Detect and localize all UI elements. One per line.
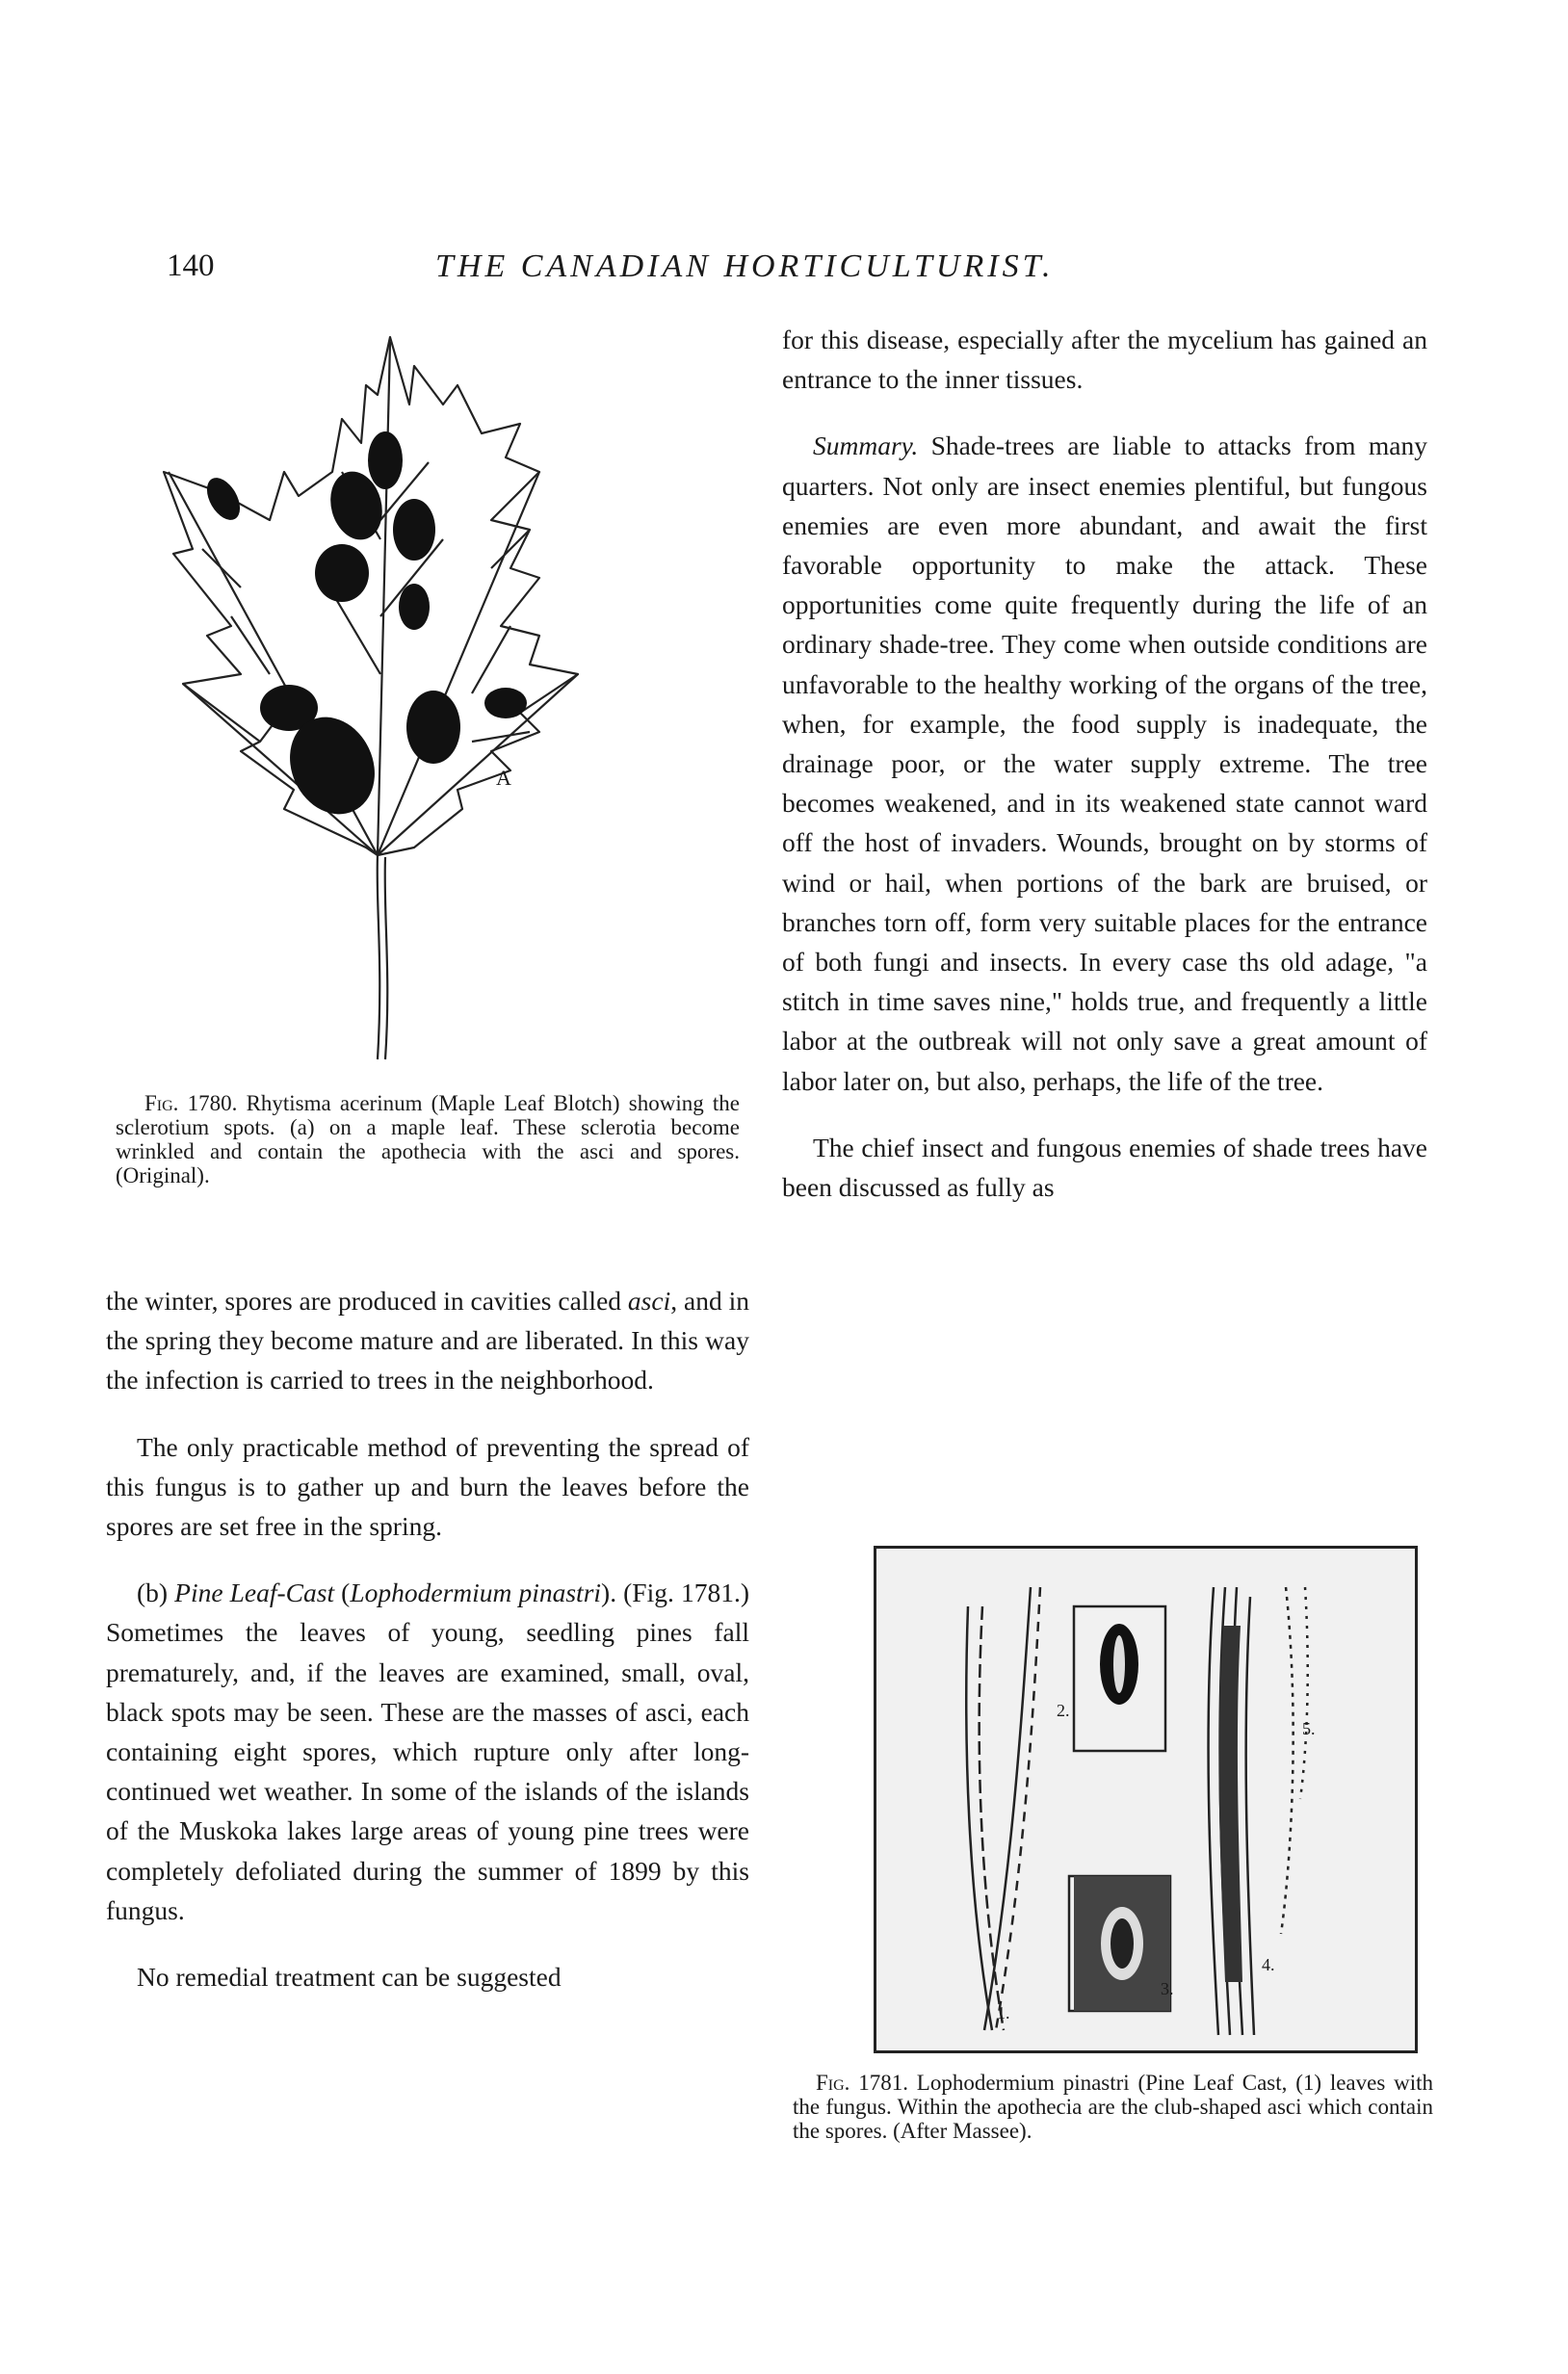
figure-1781-number: Fig. 1781. [816, 2071, 908, 2095]
left-paragraph-1: the winter, spores are produced in cavities called asci, and in the spring they become mature and are liberated. In this way the infection is carried to trees in the neighborhood. [106, 1286, 749, 1396]
figure-label-5: 5. [1302, 1719, 1316, 1738]
right-paragraph-3: The chief insect and fungous enemies of shade trees have been discussed as fully as [782, 1132, 1427, 1203]
figure-1780-caption [116, 1091, 740, 1187]
right-paragraph-1: for this disease, especially after the mycelium has gained an entrance to the inner tissues. [782, 325, 1427, 395]
left-paragraph-4: No remedial treatment can be suggested [137, 1962, 562, 1993]
figure-1781-caption-text: Lophodermium pinastri (Pine Leaf Cast, (1) leaves with the fungus. Within the apothecia are the club-shaped asci which contain the spores. (After Massee). [793, 2071, 1433, 2143]
left-column [106, 1281, 749, 1996]
pine-leaf-cast-figure [874, 1546, 1418, 2053]
right-column [782, 320, 1427, 1207]
figure-label-4: 4. [1262, 1955, 1275, 1974]
figure-1781-caption [793, 2071, 1433, 2143]
page-number: 140 [167, 248, 215, 283]
figure-label-1: 1. [997, 2003, 1010, 2022]
figure-label-a: A [496, 766, 511, 790]
left-paragraph-2: The only practicable method of preventing the spread of this fungus is to gather up and burn the leaves before the spores are set free in the spring. [106, 1431, 749, 1542]
right-paragraph-2: Summary. Shade-trees are liable to attacks from many quarters. Not only are insect enemies plentiful, but fungous enemies are even more abundant, and await the first favorable opportunity to make the attack. These opportunities come quite frequently during the life of an ordinary shade-tree. They come when outside conditions are unfavorable to the healthy working of the organs of the tree, when, for example, the food supply is inadequate, the drainage poor, or the water supply extreme. The tree becomes weakened, and in its weakened state cannot ward off the host of invaders. Wounds, brought on by storms of wind or hail, when portions of the bark are bruised, or branches torn off, form very suitable places for the entrance of both fungi and insects. In every case ths old adage, "a stitch in time saves nine," holds true, and frequently a little labor at the outbreak will not only save a great amount of labor later on, but also, perhaps, the life of the tree. [782, 430, 1427, 1096]
figure-label-2: 2. [1057, 1701, 1070, 1720]
running-title: THE CANADIAN HORTICULTURIST. [435, 248, 1055, 284]
figure-label-3: 3. [1161, 1979, 1174, 1998]
figure-1780-number: Fig. 1780. [144, 1091, 238, 1115]
left-paragraph-3: (b) Pine Leaf-Cast (Lophodermium pinastri). (Fig. 1781.) Sometimes the leaves of young, seedling pines fall prematurely, and, if the leaves are examined, small, oval, black spots may be seen. These are the masses of asci, each containing eight spores, which rupture only after long-continued wet weather. In some of the islands of the islands of the Muskoka lakes large areas of young pine trees were completely defoliated during the summer of 1899 by this fungus. [106, 1578, 749, 1925]
figure-1780-caption-text: Rhytisma acerinum (Maple Leaf Blotch) showing the sclerotium spots. (a) on a maple leaf. These sclerotia become wrinkled and contain the apothecia with the asci and spores. (Original). [116, 1091, 740, 1187]
summary-heading: Summary. [813, 430, 919, 461]
maple-leaf-illustration [125, 327, 703, 1069]
